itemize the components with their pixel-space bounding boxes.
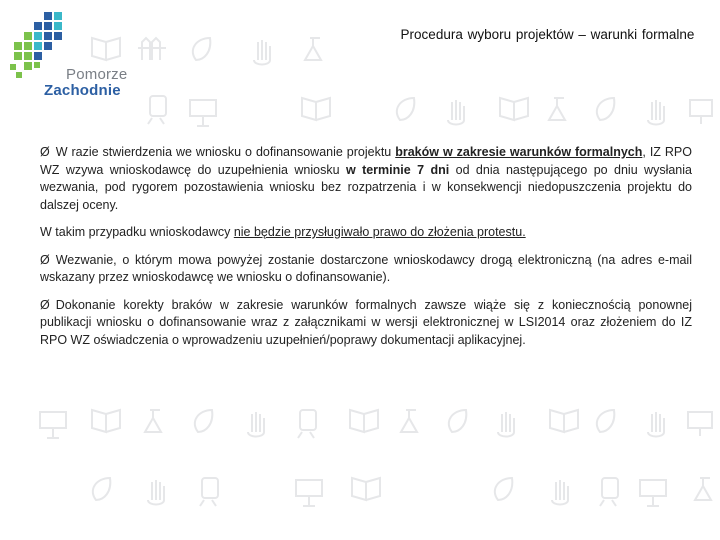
paragraph-1-text-1: W razie stwierdzenia we wniosku o dofinansowanie projektu: [55, 145, 396, 159]
paragraph-2: [40, 224, 692, 242]
page-title: Procedura wyboru projektów – warunki formalne: [400, 27, 695, 42]
paragraph-3: [40, 252, 692, 287]
flask-icon: [305, 38, 321, 60]
leaf-icon: [193, 38, 210, 60]
train-icon: [298, 410, 316, 438]
leaf-icon: [597, 410, 614, 432]
flask-icon: [549, 98, 565, 120]
logo-text-pomorze: Pomorze: [66, 66, 128, 83]
hand-icon: [254, 40, 270, 65]
hand-icon: [552, 480, 568, 505]
book-icon: [92, 410, 120, 432]
logo-text-zachodnie: Zachodnie: [44, 82, 121, 99]
hand-icon: [498, 412, 514, 437]
flask-icon: [401, 410, 417, 432]
fence-icon: [138, 38, 166, 60]
hand-icon: [148, 480, 164, 505]
book-icon: [550, 410, 578, 432]
paragraph-1-bold-deadline: w terminie 7 dni: [345, 162, 450, 177]
presentation-icon: [296, 480, 322, 506]
train-icon: [200, 478, 218, 506]
hand-icon: [448, 100, 464, 125]
main-content: [40, 144, 692, 359]
logo-pomorze-zachodnie: [8, 8, 138, 98]
paragraph-4-text-1: Dokonanie korekty braków w zakresie warunków formalnych zawsze wiąże się z koniecznością ponownej publikacji wniosku o dofinansowanie wraz z załącznikami w wersji elektronicznej w LSI2014 oraz złożeniem do IZ RPO WZ oświadczenia o wprowadzeniu uzupełnień/poprawy dokumentacji aplikacyjnej.: [40, 297, 692, 347]
hand-icon: [248, 412, 264, 437]
presentation-icon: [40, 412, 66, 438]
presentation-icon: [190, 100, 216, 126]
arrow-bullet-icon: Ø: [40, 297, 50, 312]
paragraph-1-text-3: od dnia następującego po dniu wysłania wezwania, pod rygorem pozostawienia wniosku bez rozpatrzenia i w konsekwencji niedopuszczenia projektu do dalszej oceny.: [40, 162, 692, 212]
paragraph-2-underlined: nie będzie przysługiwało prawo do złożenia protestu.: [233, 225, 526, 239]
hand-icon: [648, 412, 664, 437]
leaf-icon: [449, 410, 466, 432]
leaf-icon: [93, 478, 110, 500]
book-icon: [350, 410, 378, 432]
leaf-icon: [495, 478, 512, 500]
presentation-icon: [688, 412, 712, 436]
leaf-icon: [397, 98, 414, 120]
presentation-icon: [690, 100, 712, 124]
paragraph-1-text-2: , IZ RPO WZ wzywa wnioskodawcę do uzupełnienia wniosku: [40, 145, 692, 177]
paragraph-3-text-1: Wezwanie, o którym mowa powyżej zostanie dostarczone wnioskodawcy drogą elektroniczną (na adres e-mail wskazany przez wnioskodawcę we wniosku o dofinansowanie).: [40, 252, 692, 284]
leaf-icon: [195, 410, 212, 432]
presentation-icon: [640, 480, 666, 506]
paragraph-2-text-1: W takim przypadku wnioskodawcy: [40, 225, 234, 239]
arrow-bullet-icon: Ø: [40, 145, 50, 159]
paragraph-1-underlined: braków w zakresie warunków formalnych: [395, 145, 643, 159]
paragraph-4: [40, 297, 692, 350]
flask-icon: [145, 410, 161, 432]
hand-icon: [648, 100, 664, 125]
flask-icon: [695, 478, 711, 500]
train-icon: [600, 478, 618, 506]
book-icon: [352, 478, 380, 500]
book-icon: [500, 98, 528, 120]
leaf-icon: [597, 98, 614, 120]
train-icon: [148, 96, 166, 124]
paragraph-1: [40, 144, 692, 214]
arrow-bullet-icon: Ø: [40, 252, 50, 267]
book-icon: [302, 98, 330, 120]
